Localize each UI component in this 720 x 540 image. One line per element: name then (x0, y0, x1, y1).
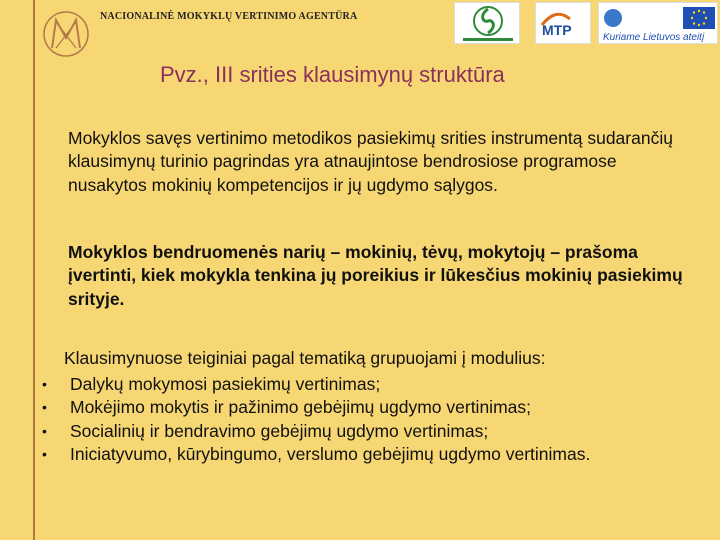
svg-text:Kuriame Lietuvos ateitį: Kuriame Lietuvos ateitį (603, 32, 705, 43)
bullet-icon: • (42, 376, 47, 392)
paragraph-community-request (68, 241, 688, 311)
svg-text:MTP: MTP (542, 22, 572, 38)
modules-intro: Klausimynuose teiginiai pagal tematiką grupuojami į modulius: (64, 348, 546, 368)
paragraph-instrument-basis (68, 127, 688, 197)
list-item: • Mokėjimo mokytis ir pažinimo gebėjimų ugdymo vertinimas; (40, 396, 700, 419)
agency-name: NACIONALINĖ MOKYKLŲ VERTINIMO AGENTŪRA (100, 11, 358, 22)
left-border-line (33, 0, 35, 540)
paragraph-1-text: Mokyklos savęs vertinimo metodikos pasiekimų srities instrumentą sudarančių klausimynų turinio pagrindas yra atnaujintose bendrosiose programose nusakytos mokinių kompetencijos ir jų ugdymo sąlygos. (68, 128, 673, 195)
ssr-logo (454, 2, 520, 44)
mtp-logo (535, 2, 591, 44)
eu-logo (598, 2, 718, 44)
slide-title: Pvz., III srities klausimynų struktūra (160, 62, 505, 87)
nma-monogram-logo (38, 8, 94, 60)
modules-list (40, 373, 700, 467)
list-item: • Dalykų mokymosi pasiekimų vertinimas; (40, 373, 700, 396)
paragraph-2-text: Mokyklos bendruomenės narių – mokinių, tėvų, mokytojų – prašoma įvertinti, kiek mokykla tenkina jų poreikius ir lūkesčius mokinių pasiekimų srityje. (68, 242, 683, 309)
bullet-icon: • (42, 399, 47, 416)
bullet-icon: • (42, 422, 47, 439)
list-item: • Socialinių ir bendravimo gebėjimų ugdymo vertinimas; (40, 420, 700, 443)
bullet-icon: • (42, 446, 47, 463)
list-item: • Iniciatyvumo, kūrybingumo, verslumo gebėjimų ugdymo vertinimas. (40, 443, 700, 466)
